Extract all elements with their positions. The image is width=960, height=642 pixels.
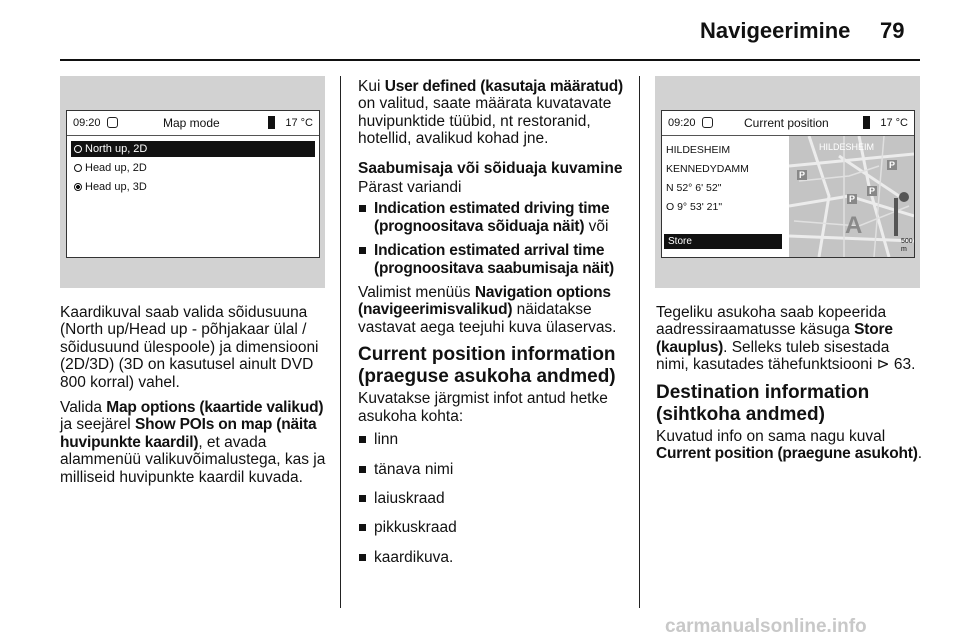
current-position-screen	[661, 110, 915, 258]
street-name: KENNEDYDAMM	[666, 163, 749, 175]
list-item: pikkuskraad	[358, 519, 626, 536]
map-view[interactable]	[789, 136, 914, 257]
screen-status-bar	[662, 111, 914, 136]
map-options-paragraph: Valida Map options (kaartide valikud) ja seejärel Show POIs on map (näita huvipunkte kaardil), et avada alammenüü valikuvõimalustega, kas ja milliseid huvipunkte kaardil kuvada.	[60, 399, 326, 486]
navigation-options-paragraph: Valimist menüüs Navigation options (navigeerimisvalikud) näidatakse vastavat aega teejuhi kuva ülaservas.	[358, 284, 617, 336]
column-divider	[340, 76, 341, 608]
subheading-arrival-time: Saabumisaja või sõiduaja kuvamine	[358, 159, 623, 177]
temperature: 17 °C	[285, 117, 313, 129]
time-options-list	[358, 200, 626, 277]
option-head-up-3d[interactable]: Head up, 3D	[71, 179, 315, 195]
store-button[interactable]: Store	[664, 234, 782, 249]
screen-title: Map mode	[163, 116, 220, 130]
poi-marker: P	[889, 160, 896, 170]
column-3-text	[656, 304, 926, 470]
column-2-text	[358, 78, 626, 578]
screen-status-bar	[67, 111, 319, 136]
list-item: tänava nimi	[358, 461, 626, 478]
poi-marker: P	[869, 186, 876, 196]
screen-title: Current position	[744, 116, 829, 130]
city-name: HILDESHEIM	[666, 144, 731, 156]
map-city-label: HILDESHEIM	[819, 142, 875, 152]
option-head-up-2d[interactable]: Head up, 2D	[71, 160, 315, 176]
store-paragraph: Tegeliku asukoha saab kopeerida aadressiraamatusse käsuga Store (kauplus). Selleks tuleb sisestada nimi, kasutades tähefunktsiooni ⊳ 63.	[656, 304, 916, 374]
latitude: N 52° 6' 52"	[666, 182, 722, 194]
clock: 09:20	[73, 117, 101, 129]
destination-heading: Destination information (sihtkoha andmed)	[656, 381, 870, 425]
user-defined-paragraph: Kui User defined (kasutaja määratud) on valitud, saate määrata kuvatavate huvipunktide tüübid, nt restoranid, hotellid, avalikud kohad jne.	[358, 78, 623, 148]
current-position-heading: Current position information (praeguse asukoha andmed)	[358, 344, 616, 388]
radio-icon	[74, 164, 82, 172]
list-item: Indication estimated arrival time (prognoositava saabumisaja näit)	[358, 242, 626, 277]
watermark: carmanualsonline.info	[665, 616, 867, 637]
map-mode-description: Kaardikuval saab valida sõidusuuna (North up/Head up - põhjakaar ülal / sõidusuund ülespoole) ja dimensiooni (2D/3D) (3D on kasutusel ainult DVD 800 korral) vahel.	[60, 304, 319, 391]
temperature: 17 °C	[880, 117, 908, 129]
position-info-list	[358, 431, 626, 566]
after-variant-text: Pärast variandi	[358, 179, 462, 197]
position-marker: A	[845, 212, 863, 239]
poi-marker: P	[799, 170, 806, 180]
radio-icon	[74, 145, 82, 153]
header-rule	[60, 59, 920, 61]
page-ref-arrow-icon: ⊳	[876, 356, 890, 374]
column-1-text	[60, 304, 332, 494]
map-mode-screen	[66, 110, 320, 258]
current-position-intro: Kuvatakse järgmist infot antud hetke asukoha kohta:	[358, 390, 608, 425]
thermometer-icon	[268, 116, 275, 129]
list-item: kaardikuva.	[358, 549, 626, 566]
position-details	[666, 141, 749, 217]
column-divider	[639, 76, 640, 608]
list-item: laiuskraad	[358, 490, 626, 507]
map-scale: 500 m	[901, 238, 913, 253]
option-north-up-2d[interactable]: North up, 2D	[71, 141, 315, 157]
page-number: 79	[880, 18, 905, 43]
clock: 09:20	[668, 117, 696, 129]
longitude: O 9° 53' 21"	[666, 201, 723, 213]
thermometer-icon	[863, 116, 870, 129]
compass-icon	[899, 192, 909, 202]
destination-paragraph: Kuvatud info on sama nagu kuval Current position (praegune asukoht).	[656, 427, 922, 463]
list-item: Indication estimated driving time (prognoositava sõiduaja näit) või	[358, 200, 626, 235]
nav-icon	[702, 117, 713, 128]
poi-marker: P	[849, 194, 856, 204]
list-item: linn	[358, 431, 626, 448]
radio-checked-icon	[74, 183, 82, 191]
map-mode-figure	[60, 76, 325, 288]
nav-icon	[107, 117, 118, 128]
current-position-figure	[655, 76, 920, 288]
page-header-title: Navigeerimine	[700, 18, 851, 43]
